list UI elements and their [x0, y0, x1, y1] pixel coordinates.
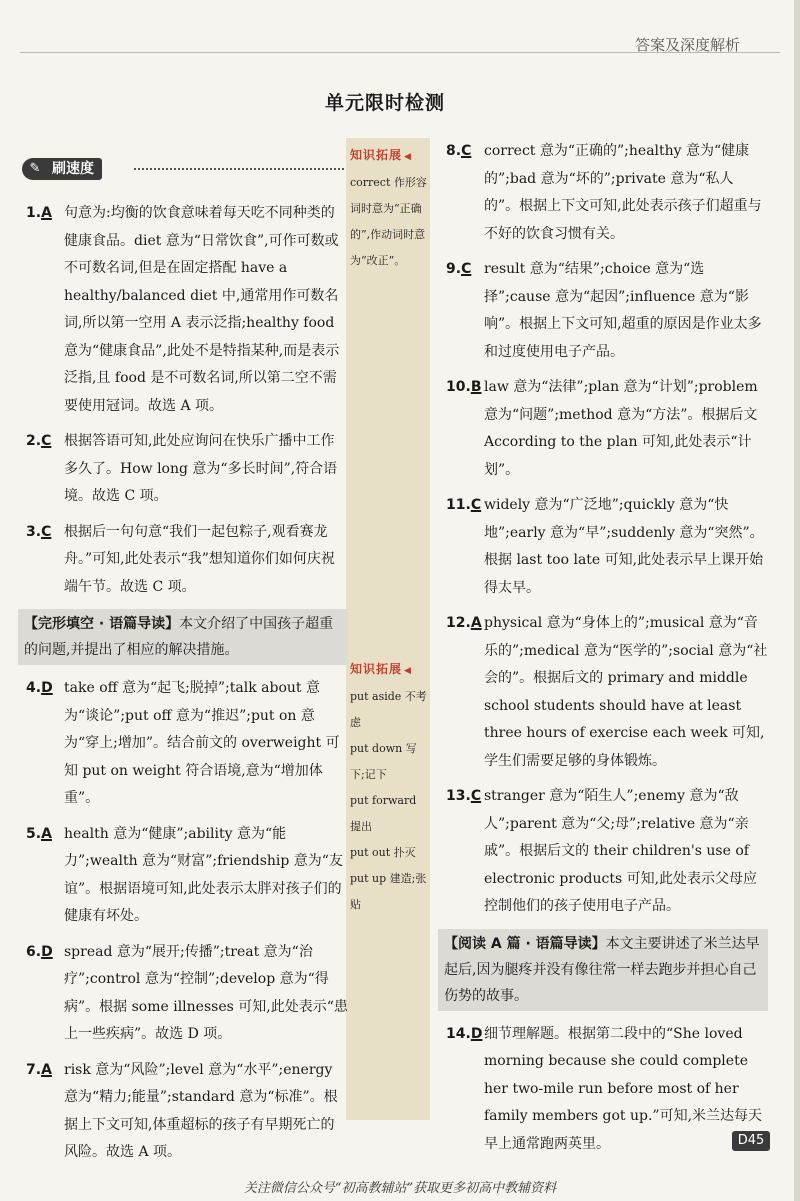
answer-letter: C: [470, 788, 482, 804]
item-explanation: 细节理解题。根据第二段中的“She loved morning because she could complete her two-mile run before most of her family members got up.”可知,米兰达每天早上通常跑两英里。: [484, 1025, 763, 1152]
passage-guide: [438, 929, 768, 1011]
note-line: put out 扑灭: [350, 846, 416, 859]
right-column: [438, 138, 768, 1166]
section-tag: [22, 158, 342, 180]
page-title: 单元限时检测: [324, 92, 445, 114]
header-section-title: 答案及深度解析: [634, 36, 740, 54]
note-line: put forward 提出: [350, 794, 417, 833]
item-explanation: health 意为“健康”;ability 意为“能力”;wealth 意为“财富”;friendship 意为“友谊”。根据语境可知,此处表示太胖对孩子们的健康有坏处。: [64, 825, 343, 924]
item-number: 1.A: [26, 205, 52, 221]
answer-item: [438, 492, 768, 602]
item-explanation: result 意为“结果”;choice 意为“选择”;cause 意为“起因”;influence 意为“影响”。根据上下文可知,超重的原因是作业太多和过度使用电子产品。: [484, 261, 762, 360]
header-rule: [20, 52, 780, 53]
guide-label: 【完形填空 · 语篇导读】: [24, 616, 180, 632]
item-number: 12.A: [446, 615, 482, 631]
item-explanation: spread 意为“展开;传播”;treat 意为“治疗”;control 意为“控制”;develop 意为“得病”。根据 some illnesses 可知,此处表示“患上一些疾病”。故选 D 项。: [64, 943, 348, 1042]
answer-item: [18, 428, 348, 511]
answer-item: [438, 610, 768, 775]
item-number: 8.C: [446, 143, 472, 159]
item-number: 11.C: [446, 497, 482, 513]
item-explanation: risk 意为“风险”;level 意为“水平”;energy 意为“精力;能量”;standard 意为“标准”。根据上下文可知,体重超标的孩子有早期死亡的风险。故选 A 项。: [64, 1061, 338, 1160]
item-number: 5.A: [26, 825, 52, 842]
item-explanation: 句意为:均衡的饮食意味着每天吃不同种类的健康食品。diet 意为“日常饮食”,可作可数或不可数名词,但是在固定搭配 have a healthy/balanced diet 中,通常用作可数名词,所以第一空用 A 表示泛指;healthy food 意为“健康食品”,此处不是特指某种,而是表示泛指,且 food 是不可数名词,所以第二空不需要使用冠词。故选 A 项。: [64, 205, 340, 414]
answer-letter: A: [41, 1061, 52, 1078]
page-edge: [794, 0, 800, 1201]
item-number: 10.B: [446, 379, 482, 395]
answer-letter: C: [461, 143, 472, 159]
section-tag-text: 刷速度: [52, 161, 94, 177]
note-text: correct 作形容词时意为“正确的”,作动词时意为“改正”。: [350, 176, 427, 267]
note-line: put up 建造;张贴: [350, 872, 427, 911]
answer-letter: D: [470, 1025, 483, 1042]
answer-letter: D: [41, 943, 53, 960]
item-number: 6.D: [26, 943, 53, 960]
answer-letter: C: [41, 523, 52, 540]
page-number: D45: [732, 1131, 770, 1151]
answer-letter: C: [41, 433, 52, 449]
page-header: [0, 0, 800, 62]
knowledge-note-1: [350, 142, 430, 274]
item-number: 2.C: [26, 433, 52, 449]
item-number: 3.C: [26, 523, 52, 540]
note-line: put down 写下;记下: [350, 742, 417, 781]
answer-item: [18, 200, 348, 420]
item-number: 7.A: [26, 1061, 52, 1078]
item-explanation: correct 意为“正确的”;healthy 意为“健康的”;bad 意为“坏的”;private 意为“私人的”。根据上下文可知,此处表示孩子们超重与不好的饮食习惯有关。: [484, 143, 762, 242]
item-explanation: law 意为“法律”;plan 意为“计划”;problem 意为“问题”;method 意为“方法”。根据后文 According to the plan 可知,此处表示“计划”。: [484, 379, 758, 478]
item-explanation: widely 意为“广泛地”;quickly 意为“快地”;early 意为“早”;suddenly 意为“突然”。根据 last too late 可知,此处表示早上课开始得太早。: [484, 497, 764, 596]
item-explanation: stranger 意为“陌生人”;enemy 意为“敌人”;parent 意为“父;母”;relative 意为“亲戚”。根据后文的 their children's use of electronic products 可知,此处表示父母应控制他们的孩子使用电子产品。: [484, 788, 758, 914]
item-explanation: 根据答语可知,此处应询问在快乐广播中工作多久了。How long 意为“多长时间”,符合语境。故选 C 项。: [64, 433, 338, 504]
note-heading: 知识拓展 ◀: [350, 656, 430, 684]
answer-letter: A: [470, 615, 482, 631]
answer-item: [438, 138, 768, 248]
note-line: put aside 不考虑: [350, 690, 427, 729]
item-number: 9.C: [446, 261, 472, 277]
section-tag-dots: [134, 168, 344, 170]
item-number: 14.D: [446, 1025, 483, 1042]
knowledge-sidebar: [346, 138, 430, 1120]
answer-letter: C: [461, 261, 472, 277]
answer-item: [438, 783, 768, 921]
item-explanation: 根据后一句句意“我们一起包粽子,观看赛龙舟。”可知,此处表示“我”想知道你们如何庆祝端午节。故选 C 项。: [64, 523, 335, 595]
answer-item: [18, 939, 348, 1049]
knowledge-note-2: [350, 656, 430, 918]
note-heading: 知识拓展 ◀: [350, 142, 430, 170]
answer-letter: A: [41, 825, 52, 842]
answer-letter: A: [41, 205, 52, 221]
answer-item: [438, 1021, 768, 1159]
book-icon: ✎: [29, 161, 41, 176]
answer-item: [18, 675, 348, 813]
guide-text: 本文主要讲述了米兰达早起后,因为腿疼并没有像往常一样去跑步并担心自己伤势的故事。: [444, 935, 760, 1004]
answer-item: [18, 519, 348, 602]
item-number: 4.D: [26, 680, 53, 696]
answer-item: [438, 374, 768, 484]
item-number: 13.C: [446, 788, 482, 804]
guide-text: 本文介绍了中国孩子超重的问题,并提出了相应的解决措施。: [24, 616, 334, 658]
passage-guide: [18, 609, 348, 665]
answer-item: [438, 256, 768, 366]
answer-item: [18, 1057, 348, 1167]
section-tag-label: [22, 158, 102, 180]
answer-letter: D: [41, 680, 53, 696]
answer-letter: B: [470, 379, 482, 395]
left-column: [18, 200, 348, 1175]
item-explanation: take off 意为“起飞;脱掉”;talk about 意为“谈论”;put off 意为“推迟”;put on 意为“穿上;增加”。结合前文的 overweight 可知 put on weight 符合语境,意为“增加体重”。: [64, 680, 340, 806]
answer-item: [18, 821, 348, 931]
answer-letter: C: [470, 497, 482, 513]
guide-label: 【阅读 A 篇 · 语篇导读】: [444, 935, 606, 952]
footer-watermark: 关注微信公众号“初高教辅站”获取更多初高中教辅资料: [243, 1181, 557, 1196]
item-explanation: physical 意为“身体上的”;musical 意为“音乐的”;medical 意为“医学的”;social 意为“社会的”。根据后文的 primary and middle school students should have at least three hours of exercise each week 可知,学生们需要足够的身体锻炼。: [484, 615, 768, 769]
